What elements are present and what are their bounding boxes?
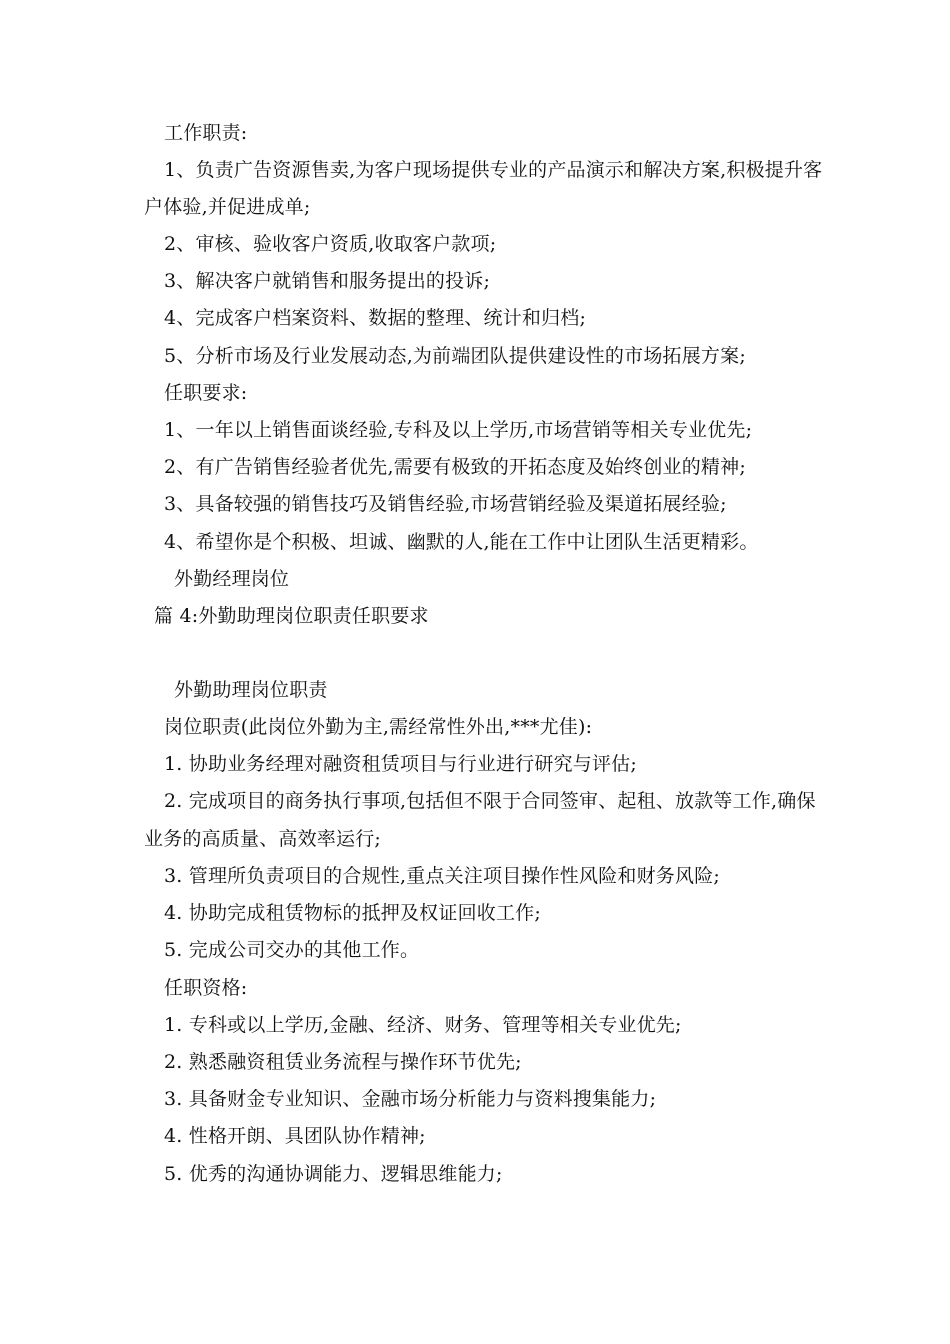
requirements-heading: 任职要求: xyxy=(164,382,248,404)
position-duty-2: 2. 完成项目的商务执行事项,包括但不限于合同签审、起租、放款等工作,确保 xyxy=(164,790,816,812)
article-title: 篇 4:外勤助理岗位职责任职要求 xyxy=(154,605,429,627)
position-duty-5: 5. 完成公司交办的其他工作。 xyxy=(164,939,420,961)
qualifications-heading: 任职资格: xyxy=(164,977,248,999)
closing-title: 外勤经理岗位 xyxy=(174,568,290,590)
position-duties-heading: 岗位职责(此岗位外勤为主,需经常性外出,***尤佳): xyxy=(164,716,593,738)
position-duty-2-continued: 业务的高质量、高效率运行; xyxy=(144,828,382,850)
requirement-item-4: 4、希望你是个积极、坦诚、幽默的人,能在工作中让团队生活更精彩。 xyxy=(164,531,759,553)
qualification-item-1: 1. 专科或以上学历,金融、经济、财务、管理等相关专业优先; xyxy=(164,1014,682,1036)
duty-item-5: 5、分析市场及行业发展动态,为前端团队提供建设性的市场拓展方案; xyxy=(164,345,746,367)
duty-item-1: 1、负责广告资源售卖,为客户现场提供专业的产品演示和解决方案,积极提升客 xyxy=(164,159,823,181)
duties-heading: 工作职责: xyxy=(164,122,248,144)
duty-item-1-continued: 户体验,并促进成单; xyxy=(144,196,311,218)
position-duty-3: 3. 管理所负责项目的合规性,重点关注项目操作性风险和财务风险; xyxy=(164,865,721,887)
qualification-item-4: 4. 性格开朗、具团队协作精神; xyxy=(164,1125,426,1147)
position-duty-4: 4. 协助完成租赁物标的抵押及权证回收工作; xyxy=(164,902,541,924)
requirement-item-1: 1、一年以上销售面谈经验,专科及以上学历,市场营销等相关专业优先; xyxy=(164,419,753,441)
requirement-item-3: 3、具备较强的销售技巧及销售经验,市场营销经验及渠道拓展经验; xyxy=(164,493,727,515)
duty-item-4: 4、完成客户档案资料、数据的整理、统计和归档; xyxy=(164,307,587,329)
duty-item-3: 3、解决客户就销售和服务提出的投诉; xyxy=(164,270,491,292)
duty-item-2: 2、审核、验收客户资质,收取客户款项; xyxy=(164,233,497,255)
position-duty-1: 1. 协助业务经理对融资租赁项目与行业进行研究与评估; xyxy=(164,753,637,775)
qualification-item-5: 5. 优秀的沟通协调能力、逻辑思维能力; xyxy=(164,1163,503,1185)
article-subtitle: 外勤助理岗位职责 xyxy=(174,679,328,701)
qualification-item-3: 3. 具备财金专业知识、金融市场分析能力与资料搜集能力; xyxy=(164,1088,657,1110)
requirement-item-2: 2、有广告销售经验者优先,需要有极致的开拓态度及始终创业的精神; xyxy=(164,456,746,478)
qualification-item-2: 2. 熟悉融资租赁业务流程与操作环节优先; xyxy=(164,1051,522,1073)
